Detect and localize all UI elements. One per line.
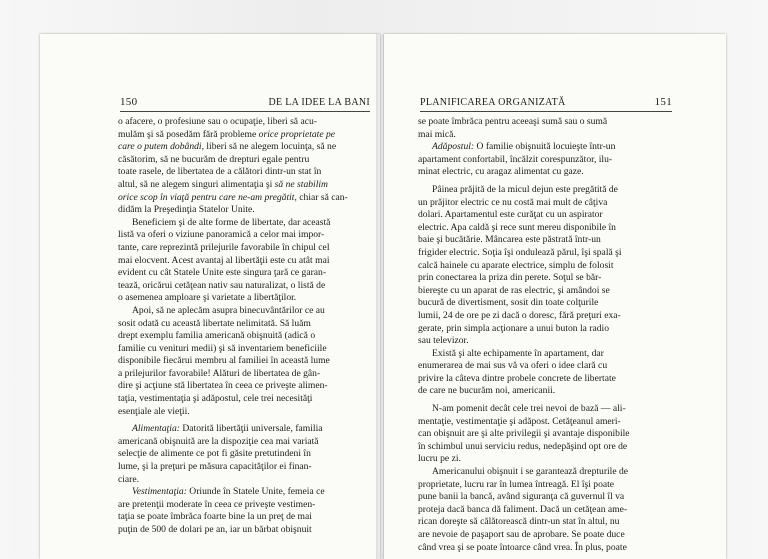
text-line: a prilejurilor favorabile! Alături de libertatea de gân- (118, 367, 321, 379)
left-page-header (120, 96, 370, 108)
paragraph (118, 423, 370, 486)
text-line: un prăjitor electric ce nu costă mai mult de câţiva (418, 196, 608, 208)
text-line: gerate, prin simpla acţionare a unui buton la radio (418, 322, 610, 334)
text-line: tante, care reprezintă prilejurile favorabile în chipul cel (118, 241, 330, 253)
text-line: sosit odată cu această libertate nelimitată. Să luăm (118, 317, 311, 329)
text-line: o asemenea amploare şi varietate a libertăţilor. (118, 292, 297, 304)
paragraph (418, 403, 670, 466)
right-page (384, 34, 726, 559)
text-line: Alimentaţia: Datorită libertăţii universale, familia (132, 423, 323, 435)
paragraph (418, 184, 670, 348)
text-line: mai mică. (418, 128, 456, 140)
text-line: proteja dacă banca dă faliment. Dacă un cetăţean ame- (418, 503, 628, 515)
text-line: frigider electric. Soţia îşi ondulează părul, îşi spală şi (418, 246, 622, 258)
text-line: enumerarea de mai sus vă va oferi o idee clară cu (418, 360, 608, 372)
text-line: Vestimentaţia: Oriunde în Statele Unite, femeia ce (132, 486, 325, 498)
text-line: baie şi bucătărie. Mâncarea este păstrată într-un (418, 234, 601, 246)
left-page-body (118, 116, 370, 537)
text-line: are nevoie de paşaport sau de aprobare. Se poate duce (418, 529, 625, 540)
text-line: în schimbul unui serviciu redus, nedepăşind opt ore de (418, 440, 628, 452)
page-number: 151 (654, 96, 672, 108)
text-line: altul, să ne alegem singuri alimentaţia şi să ne stabilim (118, 178, 328, 190)
text-line: mai elocvent. Acest avantaj al libertăţii este cu atât mai (118, 254, 330, 266)
paragraph (118, 305, 370, 418)
text-line: mentaţie, vestimentaţie şi adăpost. Cetăţeanul ameri- (418, 415, 621, 427)
text-line: selecţie de alimente ce pot fi găsite pretutindeni în (118, 448, 311, 460)
text-line: ciare. (118, 473, 140, 485)
text-line: se poate îmbrăca pentru aceeaşi sumă sau o sumă (418, 116, 608, 127)
text-line: când vrea şi se poate întoarce când vrea. În plus, poate (418, 541, 627, 553)
text-line: Apoi, să ne aplecăm asupra binecuvântărilor ce au (132, 304, 325, 316)
text-line: lucru pe zi. (418, 453, 461, 465)
text-line: tează, oricărui cetăţean nativ sau naturalizat, o listă de (118, 279, 326, 291)
paragraph (118, 486, 370, 536)
text-line: toate rasele, de libertatea de a călători dintr-un stat în (118, 166, 322, 178)
text-line: dire şi acţiune stă libertatea în ceea ce priveşte alimen- (118, 380, 328, 392)
text-line: puţin de 500 de dolari pe an, iar un bărbat obişnuit (118, 524, 312, 535)
text-line: orice scop în viaţă pentru care ne-am pregătit, chiar să can- (118, 191, 348, 203)
text-line: Pâinea prăjită de la micul dejun este pregătită de (432, 183, 618, 195)
text-line: Americanului obişnuit i se garantează drepturile de (432, 466, 629, 478)
text-line: esenţiale ale vieţii. (118, 405, 190, 417)
paragraph (418, 348, 670, 398)
running-head: DE LA IDEE LA BANI (268, 97, 370, 108)
paragraph (418, 466, 670, 554)
text-line: americană obişnuită are la dispoziţie cea mai variată (118, 435, 319, 447)
paragraph (118, 217, 370, 305)
paragraph (418, 116, 670, 141)
text-line: rican doreşte să călătorească dintr-un stat în altul, nu (418, 516, 620, 528)
text-line: de care ne bucurăm noi, americanii. (418, 385, 556, 397)
text-line: calcă hainele cu aparate electrice, simplu de folosit (418, 259, 614, 271)
text-line: are pretenţii moderate în ceea ce priveşte vestimen- (118, 498, 316, 510)
text-line: N-am pomenit decât cele trei nevoi de bază — ali- (432, 403, 626, 415)
text-line: drept exemplu familia americană obişnuită (adică o (118, 330, 316, 342)
text-line: căsătorim, să ne bucurăm de drepturi egale pentru (118, 153, 310, 165)
text-line: Adăpostul: O familie obişnuită locuieşte într-un (432, 141, 616, 153)
right-page-header (420, 96, 672, 108)
text-line: familie cu venituri medii) şi să inventariem beneficiile (118, 342, 327, 354)
header-rule (420, 111, 672, 112)
text-line: electric. Apa caldă şi rece sunt mereu disponibile în (418, 221, 616, 233)
text-line: disponibile fiecărui membru al familiei în această lume (118, 355, 330, 367)
text-line: can obişnuit are şi alte privilegii şi avantaje disponibile (418, 428, 630, 440)
header-rule (120, 111, 370, 112)
text-line: Beneficiem şi de alte forme de libertate, dar această (132, 216, 331, 228)
running-head: PLANIFICAREA ORGANIZATĂ (420, 97, 566, 108)
text-line: prin conectarea la priza din perete. Soţul se băr- (418, 272, 602, 284)
text-line: minat electric, cu aragaz alimentat cu gaze. (418, 166, 584, 178)
right-page-body (418, 116, 670, 554)
text-line: taţia se poate îmbrăca foarte bine la un preţ de mai (118, 511, 312, 523)
text-line: bucură de divertisment, sosit din toate colţurile (418, 297, 599, 309)
text-line: dolari. Apartamentul este curăţat cu un aspirator (418, 209, 603, 221)
text-line: didăm la Preşedinţia Statelor Unite. (118, 204, 255, 216)
text-line: evident cu cât Statele Unite este singura ţară ce garan- (118, 267, 327, 279)
text-line: listă va oferi o viziune panoramică a celor mai impor- (118, 229, 325, 241)
text-line: taţia, vestimentaţia şi adăpostul, cele trei necesităţi (118, 393, 313, 405)
text-line: lume, şi la preţuri pe măsura capacităţilor ei finan- (118, 461, 312, 473)
paragraph (118, 116, 370, 217)
left-page (40, 34, 380, 559)
text-line: care o putem dobândi, liberi să ne alegem locuinţa, să ne (118, 141, 337, 153)
text-line: proprietate, lucru rar în lumea întreagă. El îşi poate (418, 478, 615, 490)
text-line: pune banii la bancă, având siguranţa că guvernul îl va (418, 491, 625, 503)
text-line: privire la câteva dintre probele concrete de libertate (418, 372, 616, 384)
text-line: biereşte cu un aparat de ras electric, şi amândoi se (418, 284, 610, 296)
text-line: Există şi alte echipamente în apartament, dar (432, 347, 604, 359)
paragraph (418, 141, 670, 179)
page-number: 150 (120, 96, 138, 108)
text-line: apartament confortabil, încălzit corespunzător, ilu- (418, 153, 613, 165)
text-line: sau televizor. (418, 335, 469, 347)
text-line: lumii, 24 de ore pe zi dacă o doresc, fără preţuri exa- (418, 309, 621, 321)
text-line: mulăm şi să posedăm fără probleme orice proprietate pe (118, 128, 336, 140)
text-line: o afacere, o profesiune sau o ocupaţie, liberi să acu- (118, 116, 317, 127)
